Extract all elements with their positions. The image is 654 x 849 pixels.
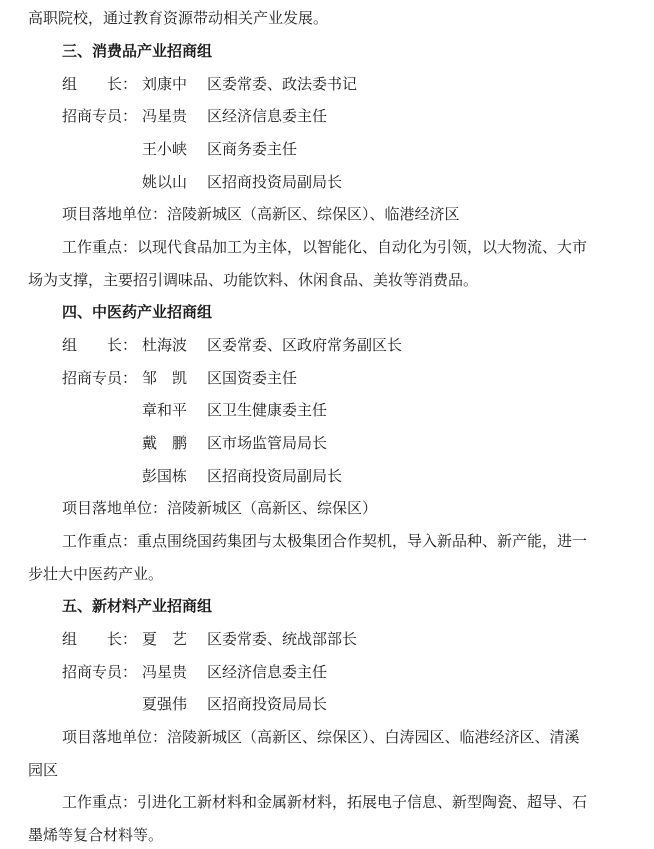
specialist-name: 王小峡 — [142, 140, 188, 158]
specialist-role: 区招商投资局副局长 — [207, 173, 343, 191]
leader-name: 刘康中 — [142, 75, 188, 93]
leader-role: 区委常委、区政府常务副区长 — [207, 336, 403, 354]
specialist-name: 戴 鹏 — [142, 434, 188, 452]
specialist-row — [0, 433, 654, 453]
leader-label: 组 长： — [62, 336, 138, 354]
work-focus-cont: 步壮大中医药产业。 — [28, 565, 164, 583]
specialist-name: 夏强伟 — [142, 695, 188, 713]
specialist-label: 招商专员： — [62, 663, 138, 681]
leader-name: 夏 艺 — [142, 630, 188, 648]
specialist-row — [0, 368, 654, 388]
work-focus: 工作重点：重点围绕国药集团与太极集团合作契机，导入新品种、新产能，进一 — [62, 532, 588, 550]
leader-role: 区委常委、政法委书记 — [207, 75, 358, 93]
intro-tail-text: 高职院校，通过教育资源带动相关产业发展。 — [28, 9, 329, 27]
specialist-name: 章和平 — [142, 401, 188, 419]
leader-row — [0, 629, 654, 649]
work-focus-cont: 场为支撑，主要招引调味品、功能饮料、休闲食品、美妆等消费品。 — [28, 271, 479, 289]
work-focus-cont: 墨烯等复合材料等。 — [28, 826, 164, 844]
specialist-role: 区商务委主任 — [207, 140, 298, 158]
specialist-name: 彭国栋 — [142, 467, 188, 485]
specialist-name: 冯星贵 — [142, 107, 188, 125]
specialist-name: 冯星贵 — [142, 663, 188, 681]
specialist-row — [0, 694, 654, 714]
section-heading: 三、消费品产业招商组 — [62, 42, 213, 60]
project-site: 项目落地单位：涪陵新城区（高新区、综保区）、白涛园区、临港经济区、清溪 — [62, 728, 580, 746]
leader-label: 组 长： — [62, 630, 138, 648]
project-site: 项目落地单位：涪陵新城区（高新区、综保区）、临港经济区 — [62, 205, 460, 223]
specialist-label: 招商专员： — [62, 369, 138, 387]
specialist-name: 姚以山 — [142, 173, 188, 191]
specialist-row — [0, 106, 654, 126]
specialist-role: 区卫生健康委主任 — [207, 401, 328, 419]
leader-row — [0, 335, 654, 355]
specialist-row — [0, 662, 654, 682]
specialist-label: 招商专员： — [62, 107, 138, 125]
specialist-role: 区经济信息委主任 — [207, 107, 328, 125]
specialist-role: 区招商投资局局长 — [207, 695, 328, 713]
leader-role: 区委常委、统战部部长 — [207, 630, 358, 648]
project-site-cont: 园区 — [28, 761, 59, 779]
leader-row — [0, 74, 654, 94]
specialist-role: 区招商投资局副局长 — [207, 467, 343, 485]
section-heading: 五、新材料产业招商组 — [62, 597, 213, 615]
specialist-role: 区市场监管局局长 — [207, 434, 328, 452]
specialist-row — [0, 172, 654, 192]
project-site: 项目落地单位：涪陵新城区（高新区、综保区） — [62, 499, 378, 517]
specialist-row — [0, 466, 654, 486]
specialist-role: 区国资委主任 — [207, 369, 298, 387]
specialist-role: 区经济信息委主任 — [207, 663, 328, 681]
leader-label: 组 长： — [62, 75, 138, 93]
work-focus: 工作重点：引进化工新材料和金属新材料，拓展电子信息、新型陶瓷、超导、石 — [62, 793, 588, 811]
work-focus: 工作重点：以现代食品加工为主体，以智能化、自动化为引领，以大物流、大市 — [62, 238, 588, 256]
specialist-row — [0, 400, 654, 420]
specialist-name: 邹 凯 — [142, 369, 188, 387]
specialist-row — [0, 139, 654, 159]
section-heading: 四、中医药产业招商组 — [62, 303, 213, 321]
leader-name: 杜海波 — [142, 336, 188, 354]
